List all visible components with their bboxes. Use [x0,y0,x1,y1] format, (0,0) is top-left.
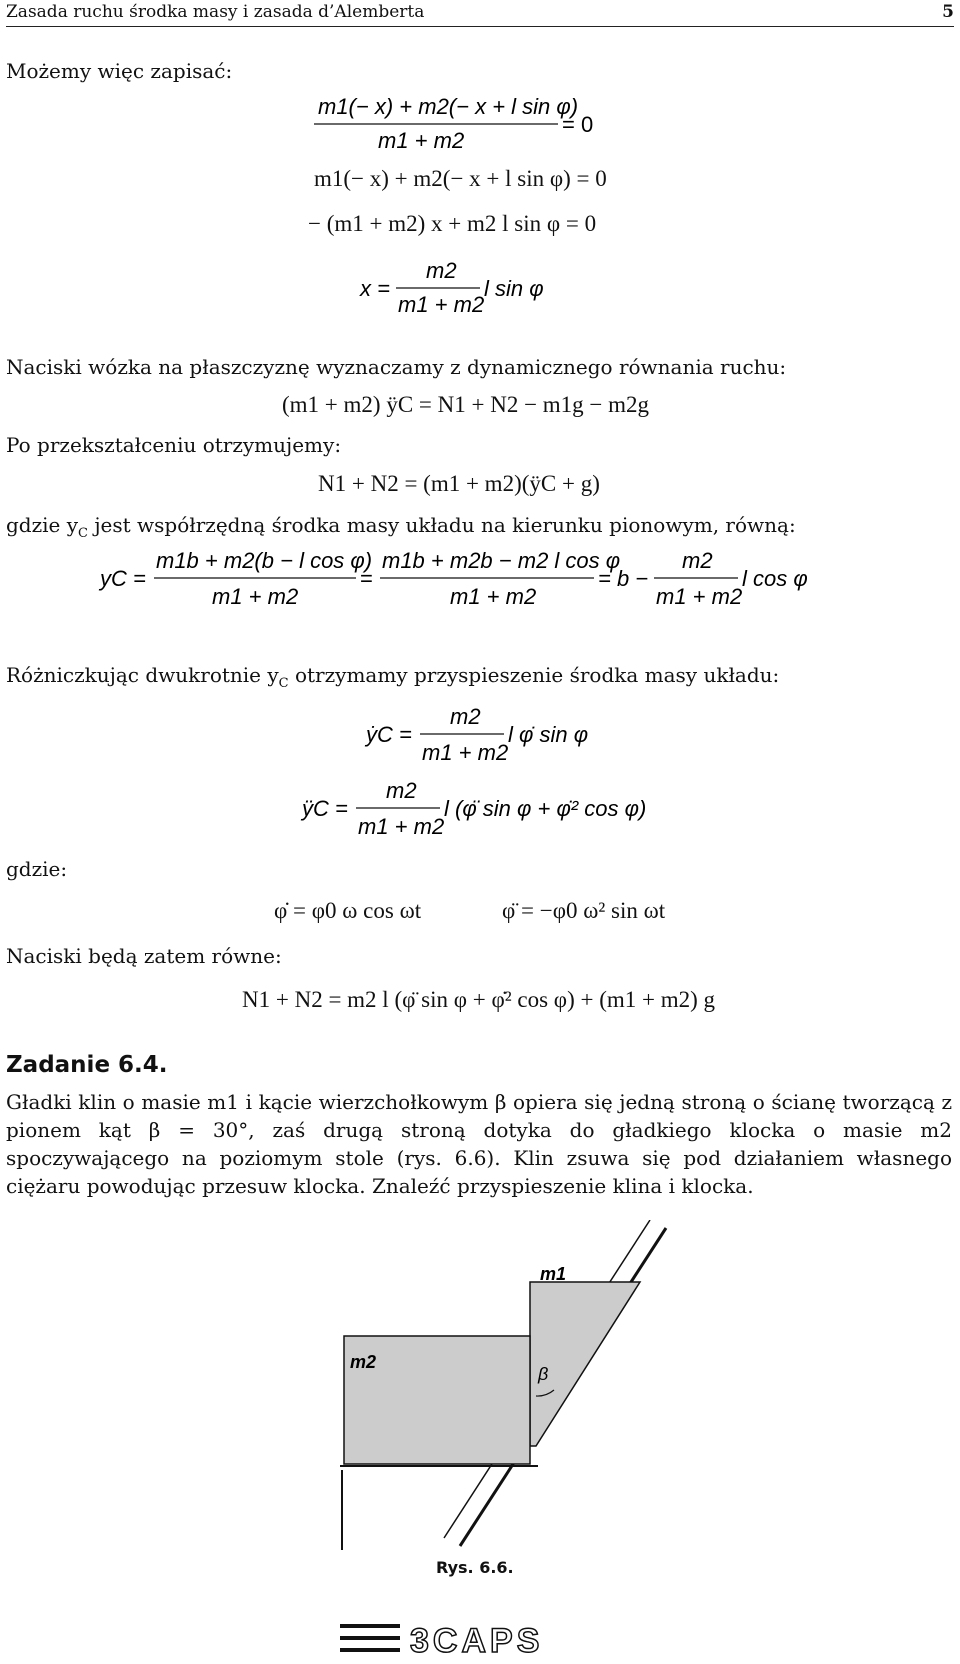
equation-9 [300,776,680,842]
eq7-lhs: yC = [100,566,146,591]
equation-8 [364,702,614,768]
eq8-lhs: ẏC = [366,722,412,747]
label-beta: β [538,1364,549,1384]
naciski-intro-text: Naciski wózka na płaszczyznę wyznaczamy z dynamicznego równania ruchu: [6,355,787,379]
figure-6-6 [340,1220,680,1550]
eq9-rhs: l (φ̈ sin φ + φ̇² cos φ) [444,796,647,821]
logo-graphic [340,1620,620,1656]
equation-2: m1(− x) + m2(− x + l sin φ) = 0 [314,166,607,191]
rozniczkujac-prefix: Różniczkując dwukrotnie y [6,663,279,687]
equation-5: (m1 + m2) ÿC = N1 + N2 − m1g − m2g [282,392,650,417]
logo-text: 3CAPS [410,1622,544,1656]
label-m2: m2 [350,1352,377,1372]
eq9-numerator: m2 [386,778,417,803]
equation-6: N1 + N2 = (m1 + m2)(ÿC + g) [318,471,600,496]
logo [340,1620,620,1656]
gdzie-yc-sub: C [78,526,88,541]
task-body: Gładki klin o masie m1 i kącie wierzchołkowym β opiera się jedną stroną o ścianę tworzącą z pionem kąt β = 30°, zaś drugą stroną dotyka do gładkiego klocka o masie m2 spoczywającego na poziomym stole (rys. 6.6). Klin zsuwa się pod działaniem własnego ciężaru powodując przesuw klocka. Znaleźć przyspieszenie klina i klocka. [6,1090,952,1198]
equation-1 [300,92,620,156]
page-number: 5 [942,2,954,22]
eq7-rhs: l cos φ [742,566,808,591]
eq8-rhs: l φ̇ sin φ [508,722,589,747]
eq4-rhs: l sin φ [484,276,544,301]
eq7-f3-denominator: m1 + m2 [656,584,743,609]
eq8-numerator: m2 [450,704,481,729]
eq1-numerator: m1(− x) + m2(− x + l sin φ) [318,94,579,119]
gdzie-yc-prefix: gdzie y [6,513,79,537]
eq7-f2-denominator: m1 + m2 [450,584,537,609]
header-title: Zasada ruchu środka masy i zasada d’Alemberta [6,2,425,22]
equation-10a: φ̇ = φ0 ω cos ωt [274,898,422,923]
eq8-denominator: m1 + m2 [422,740,509,765]
naciski-beda-text: Naciski będą zatem równe: [6,944,282,968]
rozniczkujac-sub: C [278,676,289,691]
rozniczkujac-rest: otrzymamy przyspieszenie środka masy układu: [288,663,780,687]
label-m1: m1 [540,1264,567,1284]
equation-3: − (m1 + m2) x + m2 l sin φ = 0 [308,211,597,236]
eq7-equals: = [360,566,373,591]
eq4-numerator: m2 [426,258,457,283]
eq1-denominator: m1 + m2 [378,128,465,153]
rozniczkujac-text [6,662,779,697]
eq1-rhs: = 0 [562,112,594,137]
page-header [6,0,954,27]
intro-text: Możemy więc zapisać: [6,59,233,83]
equation-4 [356,256,596,320]
eq7-f1-numerator: m1b + m2(b − l cos φ) [156,548,373,573]
eq7-f2-numerator: m1b + m2b − m2 l cos φ [382,548,621,573]
equation-7 [98,546,818,612]
eq4-denominator: m1 + m2 [398,292,485,317]
gdzie-yc-rest: jest współrzędną środka masy układu na kierunku pionowym, równą: [87,513,796,537]
gdzie-text: gdzie: [6,857,68,881]
eq7-mid: = b − [598,566,649,591]
po-przeksztalceniu-text: Po przekształceniu otrzymujemy: [6,433,342,457]
eq7-f1-denominator: m1 + m2 [212,584,299,609]
eq9-denominator: m1 + m2 [358,814,445,839]
equation-10b: φ̈ = −φ0 ω² sin ωt [502,898,666,923]
eq7-f3-numerator: m2 [682,548,713,573]
eq4-lhs: x = [360,276,390,301]
task-heading: Zadanie 6.4. [6,1052,168,1078]
eq9-lhs: ÿC = [302,796,348,821]
figure-caption: Rys. 6.6. [436,1558,514,1577]
gdzie-yc-text [6,512,796,547]
equation-11: N1 + N2 = m2 l (φ̈ sin φ + φ̇² cos φ) + (m1 + m2) g [242,987,716,1012]
